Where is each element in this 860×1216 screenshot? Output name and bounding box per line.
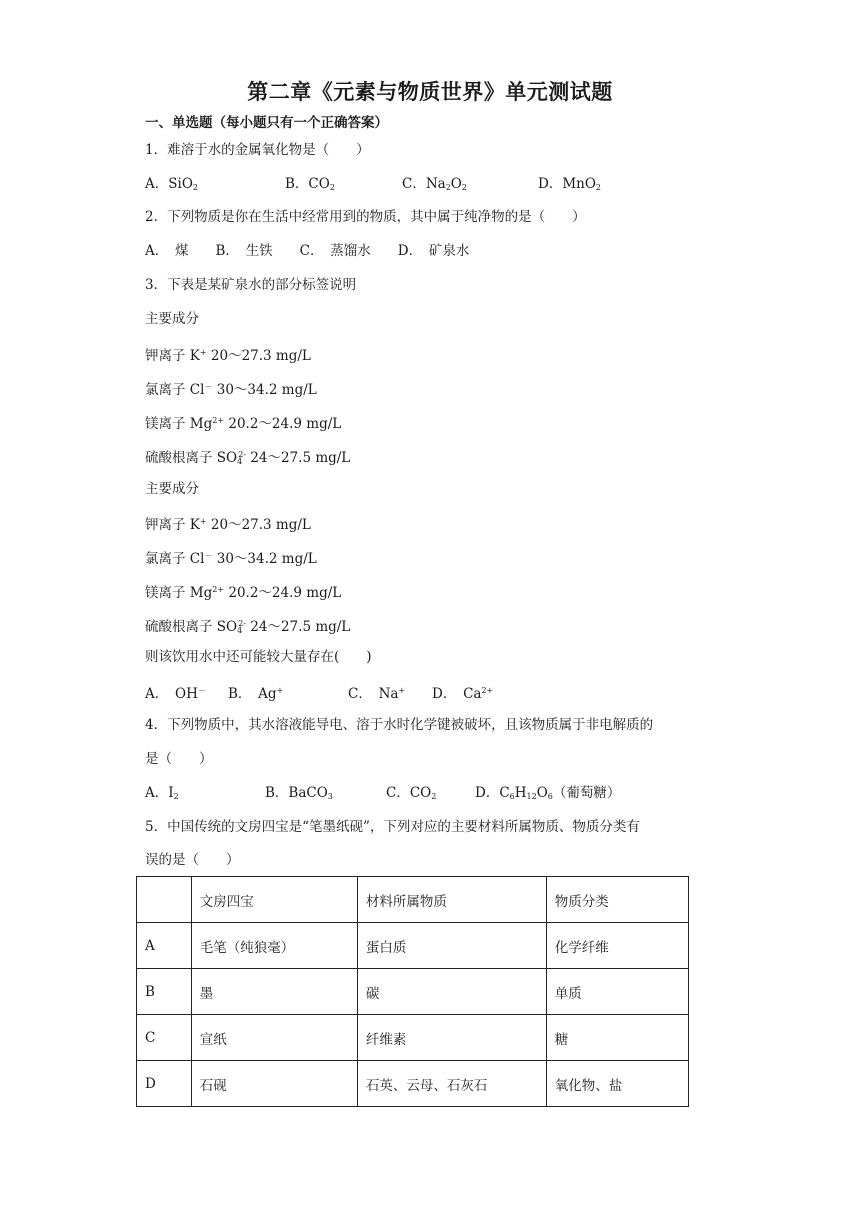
label-magnesium: 镁离子 $Mg^{2+}$ 20.2～24.9 mg/L (145, 416, 342, 432)
q1-option-d: D．MnO$_2$ (538, 176, 602, 192)
table-header-row (137, 877, 689, 923)
table-cell: 毛笔（纯狼毫） (191, 923, 357, 969)
page-title: 第二章《元素与物质世界》单元测试题 (247, 80, 613, 104)
q4-option-a: A．$I_2$ (145, 785, 179, 801)
label-potassium-repeat: 钾离子 K+ 20～27.3 mg/L (145, 517, 311, 533)
q1-option-b: B．$CO_2$ (285, 176, 335, 192)
stationery-table (136, 876, 689, 1107)
q2-options: A． 煤 B． 生铁 C． 蒸馏水 D． 矿泉水 (145, 243, 470, 259)
question-3-stem: 3．下表是某矿泉水的部分标签说明 (145, 277, 357, 293)
q3-option-b: B． Ag+ (228, 686, 284, 702)
table-row (137, 969, 689, 1015)
table-header-cell: 文房四宝 (191, 877, 357, 923)
table-cell: 化学纤维 (546, 923, 688, 969)
label-main-ingredients: 主要成分 (145, 311, 199, 327)
q1-option-c: C．$Na_2O_2$ (402, 176, 467, 192)
q3-option-c: C． Na+ (348, 686, 406, 702)
question-2-stem: 2．下列物质是你在生活中经常用到的物质，其中属于纯净物的是（ ） (145, 209, 586, 225)
section-heading: 一、单选题（每小题只有一个正确答案） (145, 115, 388, 131)
label-potassium: 钾离子 K+ 20～27.3 mg/L (145, 348, 311, 364)
q4-option-c: C．$CO_2$ (386, 785, 437, 801)
table-cell: 碳 (357, 969, 546, 1015)
question-3-prompt: 则该饮用水中还可能较大量存在( ) (145, 649, 372, 665)
table-cell: 氧化物、盐 (546, 1061, 688, 1107)
question-5-stem-cont: 误的是（ ） (145, 852, 240, 868)
q3-option-d: D． $Ca^{2+}$ (432, 686, 494, 702)
label-sulfate: 硫酸根离子 $SO_4^{2-}$ 24～27.5 mg/L (145, 450, 351, 466)
table-cell: D (137, 1061, 192, 1107)
q3-option-a: A． OH－ (145, 686, 206, 702)
label-sulfate-repeat: 硫酸根离子 $SO_4^{2-}$ 24～27.5 mg/L (145, 619, 351, 635)
table-header-cell: 材料所属物质 (357, 877, 546, 923)
question-5-stem: 5．中国传统的文房四宝是“笔墨纸砚”，下列对应的主要材料所属物质、物质分类有 (145, 819, 640, 835)
label-chloride: 氯离子 Cl－ 30～34.2 mg/L (145, 382, 317, 398)
q1-option-a: A．SiO$_2$ (145, 176, 198, 192)
label-chloride-repeat: 氯离子 Cl－ 30～34.2 mg/L (145, 551, 317, 567)
table-cell: A (137, 923, 192, 969)
question-4-stem: 4．下列物质中，其水溶液能导电、溶于水时化学键被破坏，且该物质属于非电解质的 (145, 717, 654, 733)
table-cell: 纤维素 (357, 1015, 546, 1061)
table-row (137, 1061, 689, 1107)
q4-option-b: B．BaCO$_3$ (265, 785, 333, 801)
q4-option-d: D．$C_6H_{12}O_6$（葡萄糖） (475, 785, 621, 801)
table-header-cell (137, 877, 192, 923)
table-cell: 宣纸 (191, 1015, 357, 1061)
table-cell: 蛋白质 (357, 923, 546, 969)
table-cell: 墨 (191, 969, 357, 1015)
question-4-stem-cont: 是（ ） (145, 751, 213, 767)
table-row (137, 1015, 689, 1061)
table-header-cell: 物质分类 (546, 877, 688, 923)
table-cell: B (137, 969, 192, 1015)
table-cell: 单质 (546, 969, 688, 1015)
table-row (137, 923, 689, 969)
table-cell: 糖 (546, 1015, 688, 1061)
table-cell: 石英、云母、石灰石 (357, 1061, 546, 1107)
table-cell: C (137, 1015, 192, 1061)
label-main-ingredients-repeat: 主要成分 (145, 481, 199, 497)
label-magnesium-repeat: 镁离子 $Mg^{2+}$ 20.2～24.9 mg/L (145, 585, 342, 601)
table-cell: 石砚 (191, 1061, 357, 1107)
question-1-stem: 1．难溶于水的金属氧化物是（ ） (145, 142, 370, 158)
